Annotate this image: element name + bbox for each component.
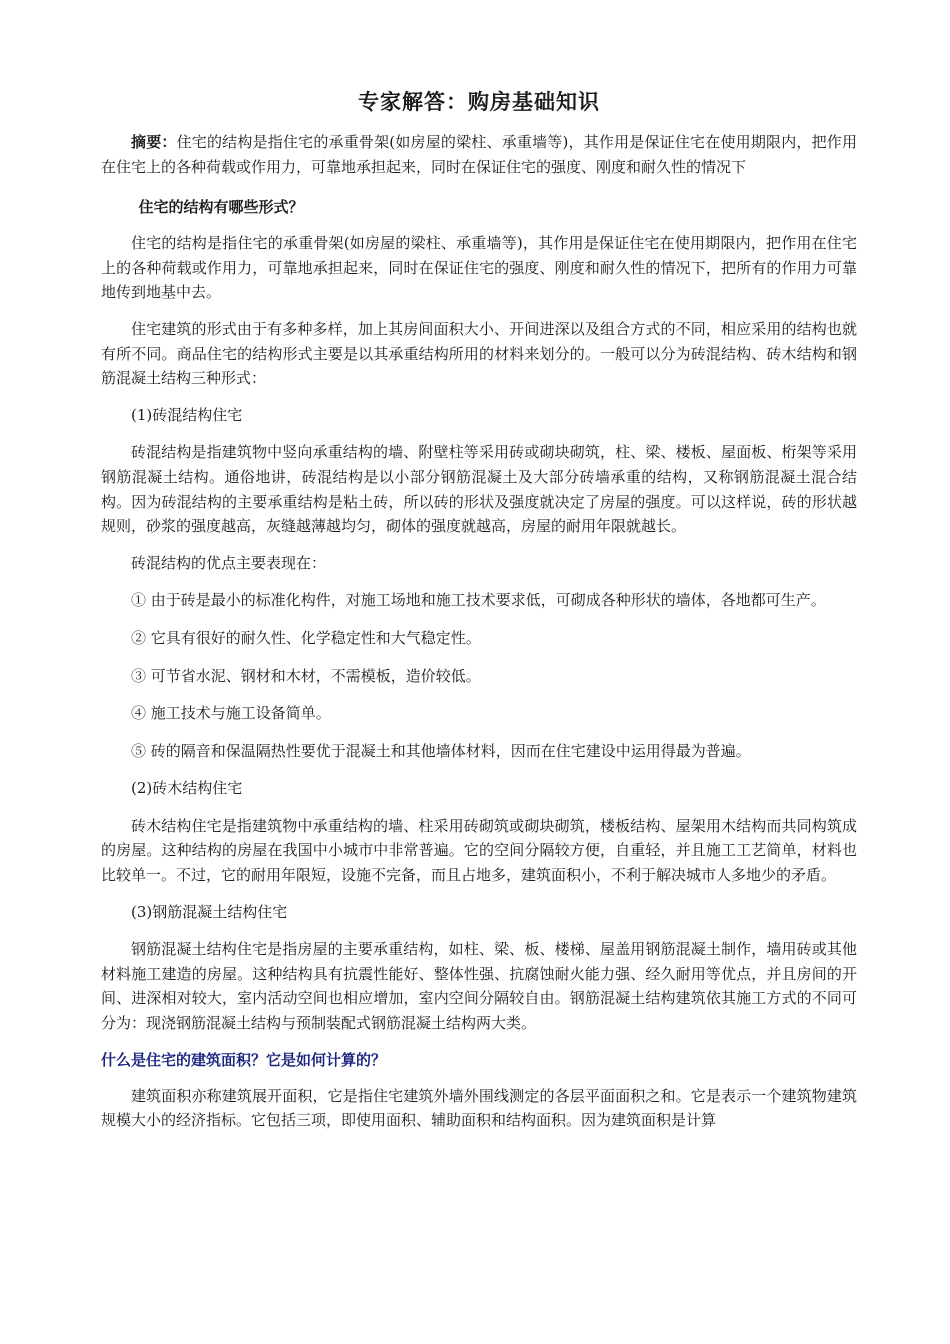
list-item: ⑤ 砖的隔音和保温隔热性要优于混凝土和其他墙体材料，因而在住宅建设中运用得最为普遍。 — [131, 741, 751, 760]
section-heading-structure: 住宅的结构有哪些形式？ — [138, 198, 304, 217]
paragraph: 住宅建筑的形式由于有多种多样，加上其房间面积大小、开间进深以及组合方式的不同，相应采用的结构也就有所不同。商品住宅的结构形式主要是以其承重结构所用的材料来划分的。一般可以分为砖混结构、砖木结构和钢筋混凝土结构三种形式： — [101, 319, 857, 388]
paragraph: 砖混结构是指建筑物中竖向承重结构的墙、附壁柱等采用砖或砌块砌筑，柱、梁、楼板、屋面板、桁架等采用钢筋混凝土结构。通俗地讲，砖混结构是以小部分钢筋混凝土及大部分砖墙承重的结构，又称钢筋混凝土混合结构。因为砖混结构的主要承重结构是粘土砖，所以砖的形状及强度就决定了房屋的强度。可以这样说，砖的形状越规则，砂浆的强度越高，灰缝越薄越均匀，砌体的强度就越高，房屋的耐用年限就越长。 — [101, 443, 857, 536]
abstract-label: 摘要： — [131, 133, 177, 151]
advantages-intro: 砖混结构的优点主要表现在： — [131, 553, 327, 572]
page-title: 专家解答：购房基础知识 — [358, 90, 600, 114]
subheading-brick-concrete: (1)砖混结构住宅 — [131, 405, 243, 424]
paragraph: 钢筋混凝土结构住宅是指房屋的主要承重结构，如柱、梁、板、楼梯、屋盖用钢筋混凝土制作，墙用砖或其他材料施工建造的房屋。这种结构具有抗震性能好、整体性强、抗腐蚀耐火能力强、经久耐用等优点，并且房间的开间、进深相对较大，室内活动空间也相应增加，室内空间分隔较自由。钢筋混凝土结构建筑依其施工方式的不同可分为：现浇钢筋混凝土结构与预制装配式钢筋混凝土结构两大类。 — [101, 940, 857, 1033]
subheading-brick-wood: (2)砖木结构住宅 — [131, 779, 243, 798]
paragraph: 砖木结构住宅是指建筑物中承重结构的墙、柱采用砖砌筑或砌块砌筑，楼板结构、屋架用木结构而共同构筑成的房屋。这种结构的房屋在我国中小城市中非常普遍。它的空间分隔较方便，自重轻，并且施工工艺简单，材料也比较单一。不过，它的耐用年限短，设施不完备，而且占地多，建筑面积小，不利于解决城市人多地少的矛盾。 — [101, 816, 857, 885]
subheading-reinforced-concrete: (3)钢筋混凝土结构住宅 — [131, 902, 288, 921]
paragraph: 住宅的结构是指住宅的承重骨架(如房屋的梁柱、承重墙等)，其作用是保证住宅在使用期限内，把作用在住宅上的各种荷载或作用力，可靠地承担起来，同时在保证住宅的强度、刚度和耐久性的情况下，把所有的作用力可靠地传到地基中去。 — [101, 234, 857, 302]
abstract-text: 住宅的结构是指住宅的承重骨架(如房屋的梁柱、承重墙等)，其作用是保证住宅在使用期限内，把作用在住宅上的各种荷载或作用力，可靠地承担起来，同时在保证住宅的强度、刚度和耐久性的情况下 — [101, 133, 857, 176]
list-item: ④ 施工技术与施工设备简单。 — [131, 704, 331, 723]
section-heading-building-area: 什么是住宅的建筑面积？它是如何计算的？ — [101, 1050, 387, 1069]
list-item: ③ 可节省水泥、钢材和木材，不需模板，造价较低。 — [131, 666, 481, 685]
abstract-paragraph — [101, 130, 857, 179]
paragraph: 建筑面积亦称建筑展开面积，它是指住宅建筑外墙外围线测定的各层平面面积之和。它是表示一个建筑物建筑规模大小的经济指标。它包括三项，即使用面积、辅助面积和结构面积。因为建筑面积是计算 — [101, 1086, 857, 1130]
list-item: ② 它具有很好的耐久性、化学稳定性和大气稳定性。 — [131, 628, 481, 647]
document-page — [101, 78, 857, 1145]
list-item: ① 由于砖是最小的标准化构件，对施工场地和施工技术要求低，可砌成各种形状的墙体，各地都可生产。 — [131, 591, 826, 610]
